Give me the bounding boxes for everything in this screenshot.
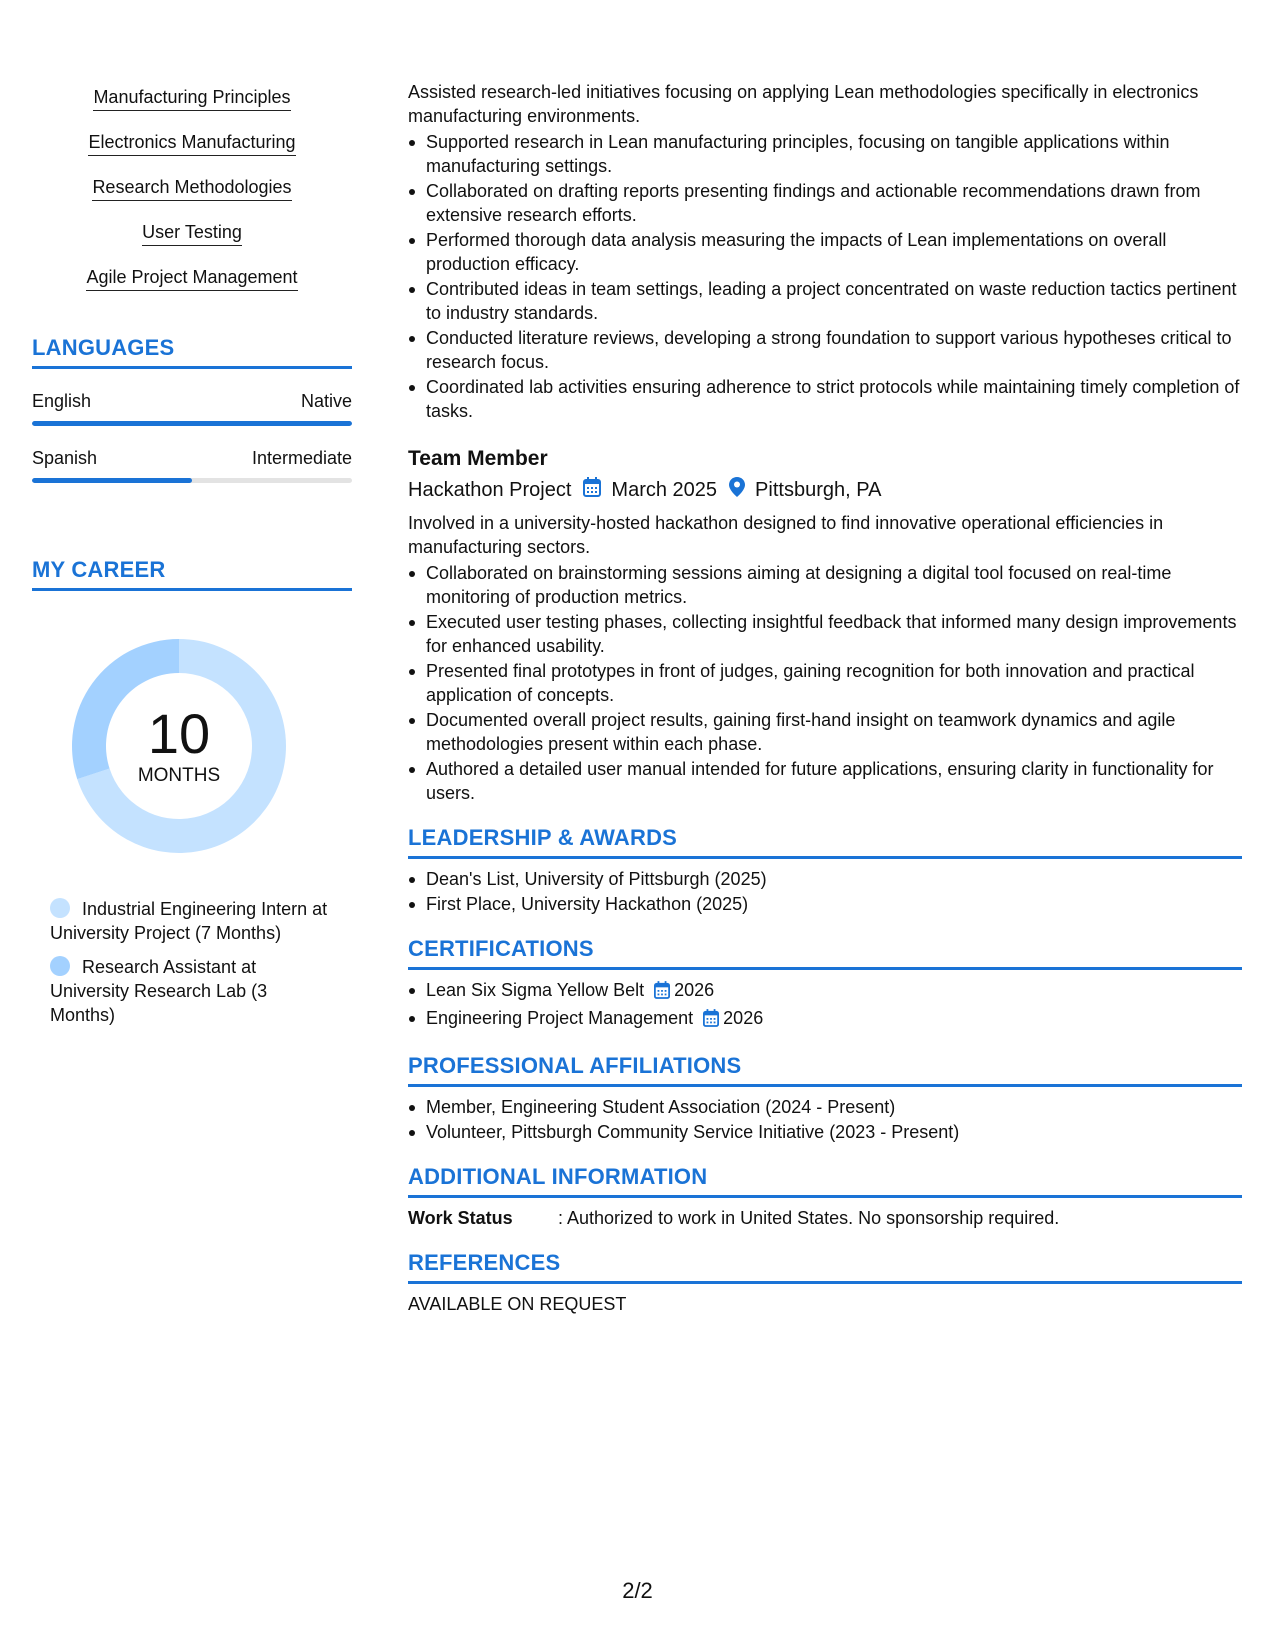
legend-label: Research Assistant at University Research Lab (3 Months) [50, 957, 268, 1025]
affiliations-heading: PROFESSIONAL AFFILIATIONS [408, 1053, 1242, 1087]
language-proficiency-fill [32, 478, 192, 483]
list-item: Collaborated on brainstorming sessions aiming at designing a digital tool focused on real-time monitoring of production metrics. [408, 561, 1242, 609]
skill-item: Manufacturing Principles [93, 86, 290, 111]
experience-intro: Assisted research-led initiatives focusing on applying Lean methodologies specifically in electronics manufacturing environments. [408, 82, 1199, 126]
list-item: Supported research in Lean manufacturing principles, focusing on tangible applications within manufacturing settings. [408, 130, 1242, 178]
skill-item: Electronics Manufacturing [88, 131, 295, 156]
career-heading: MY CAREER [32, 557, 352, 591]
work-status-value: : Authorized to work in United States. No sponsorship required. [558, 1208, 1060, 1228]
list-item [408, 1006, 1242, 1033]
references-heading: REFERENCES [408, 1250, 1242, 1284]
additional-info-heading: ADDITIONAL INFORMATION [408, 1164, 1242, 1198]
certification-name: Engineering Project Management [426, 1008, 694, 1028]
list-item: First Place, University Hackathon (2025) [408, 892, 1242, 916]
list-item: Authored a detailed user manual intended for future applications, ensuring clarity in functionality for users. [408, 757, 1242, 805]
certification-year: 2026 [723, 1008, 764, 1028]
career-donut-chart [66, 633, 292, 859]
experience-bullets [408, 130, 1242, 423]
skill-item: User Testing [142, 221, 242, 246]
legend-item [50, 897, 330, 945]
language-name: Spanish [32, 448, 98, 468]
list-item: Volunteer, Pittsburgh Community Service Initiative (2023 - Present) [408, 1120, 1242, 1144]
list-item: Conducted literature reviews, developing a strong foundation to support various hypotheses critical to research focus. [408, 326, 1242, 374]
skills-list [32, 86, 352, 311]
certifications-heading: CERTIFICATIONS [408, 936, 1242, 970]
certifications-list [408, 978, 1242, 1033]
language-entry [32, 391, 352, 426]
leadership-heading: LEADERSHIP & AWARDS [408, 825, 1242, 859]
language-proficiency-fill [32, 421, 352, 426]
career-legend [50, 897, 330, 1027]
career-total-unit: MONTHS [137, 765, 221, 786]
language-level: Native [300, 391, 352, 411]
location-pin-icon [729, 477, 745, 503]
language-proficiency-bar [32, 421, 352, 426]
role-date: March 2025 [611, 478, 718, 501]
calendar-icon [583, 477, 601, 503]
calendar-icon [654, 981, 670, 1005]
legend-dot-icon [50, 898, 70, 918]
list-item [408, 978, 1242, 1005]
role-meta [408, 477, 1242, 503]
calendar-icon [703, 1009, 719, 1033]
list-item: Contributed ideas in team settings, leading a project concentrated on waste reduction tactics pertinent to industry standards. [408, 277, 1242, 325]
language-proficiency-bar [32, 478, 352, 483]
page-number: 2/2 [622, 1578, 653, 1603]
list-item: Presented final prototypes in front of judges, gaining recognition for both innovation and practical application of concepts. [408, 659, 1242, 707]
language-level: Intermediate [251, 448, 352, 468]
list-item: Collaborated on drafting reports presenting findings and actionable recommendations drawn from extensive research efforts. [408, 179, 1242, 227]
list-item: Member, Engineering Student Association (2024 - Present) [408, 1095, 1242, 1119]
right-column [408, 80, 1242, 1316]
list-item: Dean's List, University of Pittsburgh (2025) [408, 867, 1242, 891]
career-total-number: 10 [147, 702, 211, 765]
list-item: Executed user testing phases, collecting insightful feedback that informed many design improvements for enhanced usability. [408, 610, 1242, 658]
language-name: English [32, 391, 92, 411]
affiliations-list [408, 1095, 1242, 1144]
legend-label: Industrial Engineering Intern at University Project (7 Months) [50, 899, 328, 943]
leadership-list [408, 867, 1242, 916]
languages-heading: LANGUAGES [32, 335, 352, 369]
work-status-row [408, 1206, 1242, 1230]
language-entry [32, 448, 352, 483]
skill-item: Research Methodologies [92, 176, 291, 201]
list-item: Performed thorough data analysis measuring the impacts of Lean implementations on overall production efficacy. [408, 228, 1242, 276]
list-item: Coordinated lab activities ensuring adherence to strict protocols while maintaining timely completion of tasks. [408, 375, 1242, 423]
references-text: AVAILABLE ON REQUEST [408, 1294, 627, 1314]
role-location: Pittsburgh, PA [755, 478, 882, 501]
legend-item [50, 955, 330, 1027]
skill-item: Agile Project Management [86, 266, 297, 291]
work-status-label: Work Status [408, 1208, 513, 1228]
role-title: Team Member [408, 447, 548, 470]
left-column [32, 86, 352, 1037]
certification-name: Lean Six Sigma Yellow Belt [426, 980, 645, 1000]
legend-dot-icon [50, 956, 70, 976]
hackathon-bullets [408, 561, 1242, 805]
role-organization: Hackathon Project [408, 478, 572, 501]
list-item: Documented overall project results, gaining first-hand insight on teamwork dynamics and agile methodologies present within each phase. [408, 708, 1242, 756]
hackathon-intro: Involved in a university-hosted hackathon designed to find innovative operational efficiencies in manufacturing sectors. [408, 513, 1164, 557]
certification-year: 2026 [674, 980, 715, 1000]
